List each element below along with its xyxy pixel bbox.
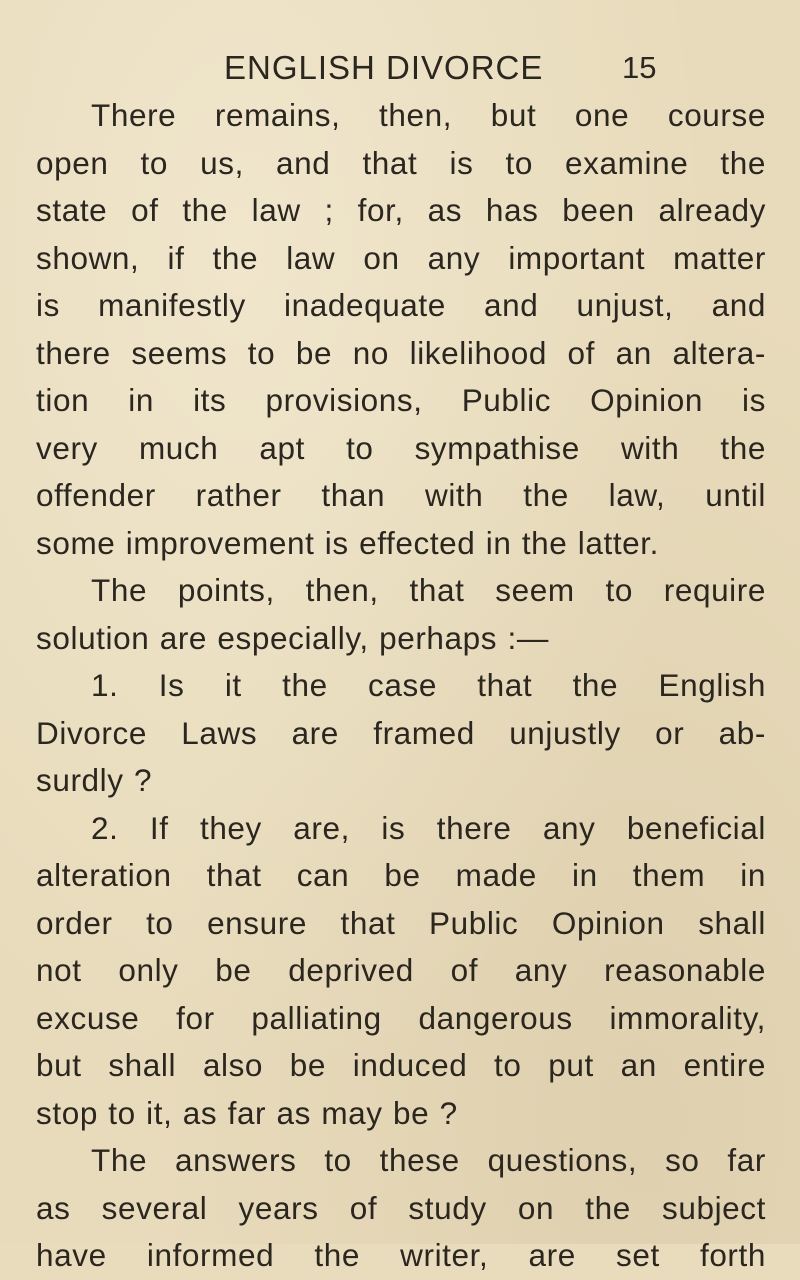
text-line: state of the law ; for, as has been already — [36, 192, 766, 228]
text-line: order to ensure that Public Opinion shall — [36, 904, 766, 941]
text-line: but shall also be induced to put an entire — [36, 1047, 766, 1083]
text-line: stop to it, as far as may be ? — [36, 1094, 458, 1131]
body-text — [36, 92, 766, 1280]
text-line: The points, then, that seem to require — [91, 572, 766, 608]
text-line: as several years of study on the subject — [36, 1189, 766, 1226]
text-line: have informed the writer, are set forth — [36, 1237, 766, 1273]
text-line: surdly ? — [36, 762, 153, 798]
text-line: 1. Is it the case that the English — [91, 667, 766, 703]
text-line: excuse for palliating dangerous immorality, — [36, 999, 766, 1036]
text-line: alteration that can be made in them in — [36, 857, 766, 893]
text-line: tion in its provisions, Public Opinion is — [36, 382, 766, 418]
text-line: offender rather than with the law, until — [36, 477, 766, 513]
text-line: There remains, then, but one course — [91, 97, 766, 133]
text-line: The answers to these questions, so far — [91, 1142, 766, 1178]
text-line: not only be deprived of any reasonable — [36, 952, 766, 988]
running-head: ENGLISH DIVORCE — [224, 49, 544, 86]
text-line: very much apt to sympathise with the — [36, 429, 766, 466]
page-number: 15 — [622, 50, 657, 85]
text-line: Divorce Laws are framed unjustly or ab- — [36, 714, 766, 751]
text-line: shown, if the law on any important matter — [36, 239, 766, 276]
text-line: there seems to be no likelihood of an altera- — [36, 334, 766, 371]
text-line: solution are especially, perhaps :— — [36, 619, 549, 656]
text-line: open to us, and that is to examine the — [36, 144, 766, 181]
text-line: is manifestly inadequate and unjust, and — [36, 287, 766, 323]
text-line: 2. If they are, is there any beneficial — [91, 809, 766, 846]
text-line: some improvement is effected in the latter. — [36, 524, 660, 561]
page-header — [0, 44, 800, 92]
